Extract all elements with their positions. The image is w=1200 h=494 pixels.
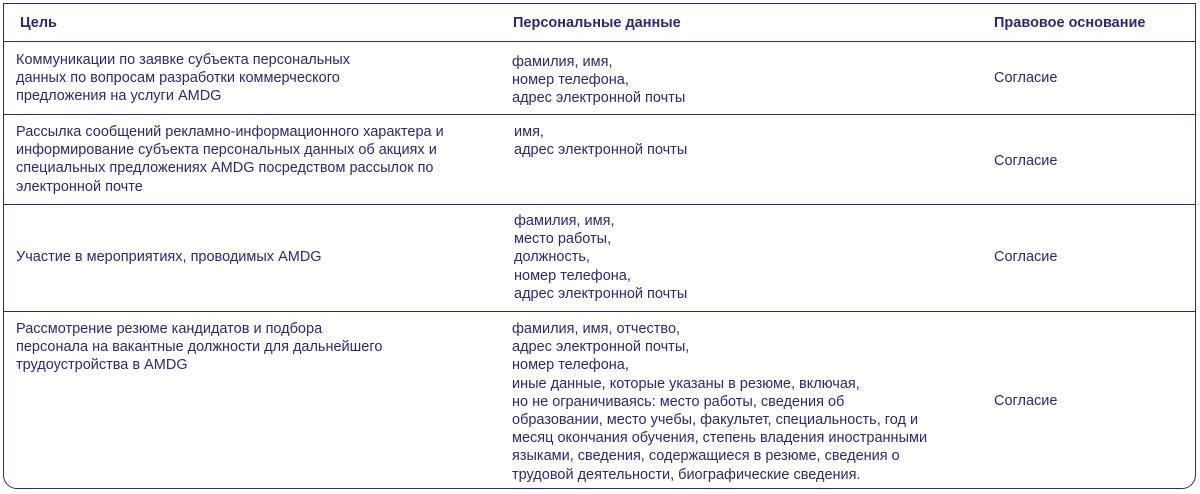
table-header-row <box>4 4 1195 42</box>
row-legal-basis: Согласие <box>994 393 1058 409</box>
table-row <box>4 312 1195 489</box>
table-row <box>4 115 1195 205</box>
row-personal-data: имя, адрес электронной почты <box>514 124 688 159</box>
row-purpose: Коммуникации по заявке субъекта персональных данных по вопросам разработки коммерческого предложения на услуги AMDG <box>16 52 350 105</box>
personal-data-table <box>3 3 1196 489</box>
table-row <box>4 42 1195 115</box>
row-purpose: Участие в мероприятиях, проводимых AMDG <box>16 249 322 265</box>
row-purpose: Рассылка сообщений рекламно-информационного характера и информирование субъекта персональных данных об акциях и специальных предложениях AMDG посредством рассылок по электронной почте <box>16 124 444 195</box>
table-row <box>4 205 1195 312</box>
header-personal-data: Персональные данные <box>513 15 681 31</box>
row-legal-basis: Согласие <box>994 249 1058 265</box>
row-legal-basis: Согласие <box>994 153 1058 169</box>
header-purpose: Цель <box>20 15 57 31</box>
row-purpose: Рассмотрение резюме кандидатов и подбора персонала на вакантные должности для дальнейшего трудоустройства в AMDG <box>16 321 383 374</box>
header-legal-basis: Правовое основание <box>994 15 1146 31</box>
row-legal-basis: Согласие <box>994 70 1058 86</box>
row-personal-data: фамилия, имя, номер телефона, адрес электронной почты <box>512 54 686 107</box>
row-personal-data: фамилия, имя, отчество, адрес электронной почты, номер телефона, иные данные, которые указаны в резюме, включая, но не ограничиваясь: место работы, сведения об образовании, место учебы, факультет, специальность, год и месяц окончания обучения, степень владения иностранными языками, сведения, содержащиеся в резюме, сведения о трудовой деятельности, биографические сведения. <box>512 321 928 483</box>
row-personal-data: фамилия, имя, место работы, должность, номер телефона, адрес электронной почты <box>514 213 688 302</box>
